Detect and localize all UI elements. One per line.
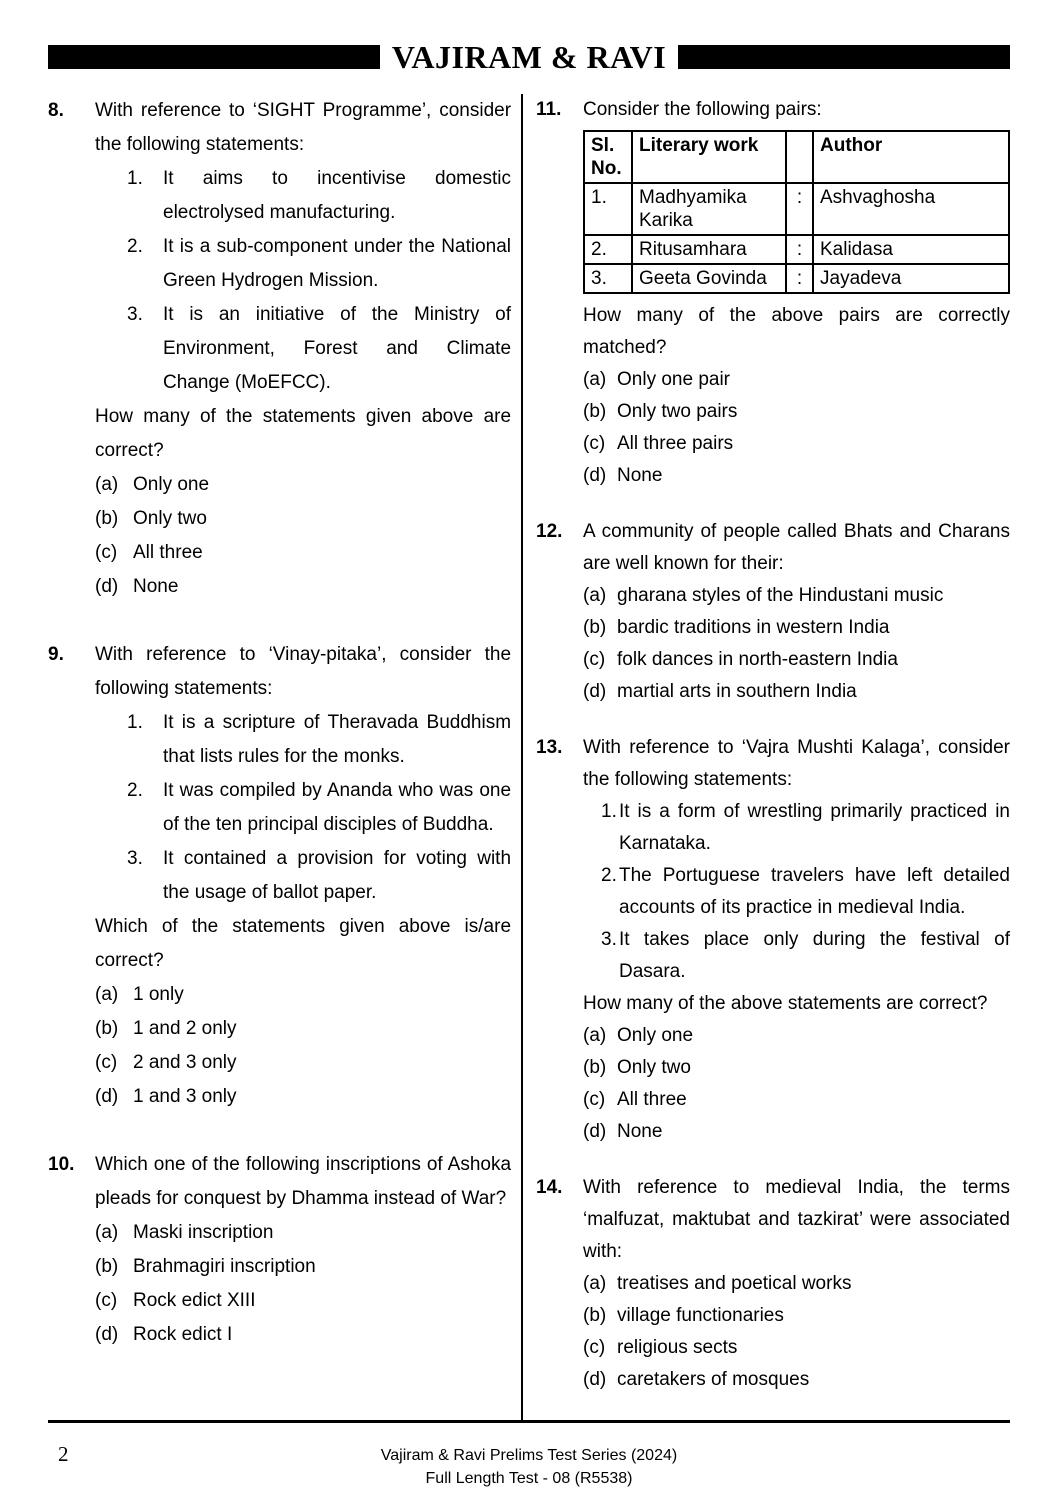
table-row [584, 235, 1009, 264]
table-cell: 3. [584, 264, 632, 293]
option-c [583, 428, 1010, 460]
statement-number: 3. [601, 929, 617, 950]
question-text: Consider the following pairs: [583, 99, 822, 120]
option-b [95, 502, 511, 536]
statement-text: It is a sub-component under the National Green Hydrogen Mission. [163, 236, 512, 291]
option-c [95, 536, 511, 570]
option-text: 1 only [133, 984, 184, 1005]
option-d [95, 1318, 511, 1352]
statement-text: It contained a provision for voting with the usage of ballot paper. [163, 848, 512, 903]
brand-title: VAJIRAM & RAVI [391, 39, 667, 75]
option-a [583, 1020, 1010, 1052]
statement-number: 1. [127, 712, 143, 733]
option-text: Only one [133, 474, 210, 495]
column-right [536, 94, 1010, 1422]
option-text: bardic traditions in western India [617, 617, 890, 638]
question-number: 10. [48, 1154, 75, 1175]
option-c [95, 1046, 511, 1080]
option-label: (b) [583, 1057, 607, 1078]
option-label: (d) [583, 1369, 607, 1390]
option-d [583, 676, 1010, 708]
question-14 [536, 1172, 1010, 1396]
option-text: 1 and 2 only [133, 1018, 237, 1039]
option-text: martial arts in southern India [617, 681, 857, 702]
question-11 [536, 94, 1010, 492]
option-text: treatises and poetical works [617, 1273, 852, 1294]
statement [583, 860, 1010, 924]
question-number: 11. [536, 99, 562, 120]
option-text: All three [617, 1089, 687, 1110]
option-text: Brahmagiri inscription [133, 1256, 316, 1277]
question-body [95, 1148, 511, 1352]
option-a [583, 364, 1010, 396]
option-c [583, 1332, 1010, 1364]
column-divider [521, 94, 523, 1422]
question-body [95, 638, 511, 1114]
option-text: Only two [133, 508, 207, 529]
statement [95, 162, 511, 230]
option-d [583, 1116, 1010, 1148]
question-number: 13. [536, 737, 563, 758]
option-label: (c) [583, 1337, 606, 1358]
question-8 [48, 94, 511, 604]
option-label: (a) [583, 585, 607, 606]
statement-number: 1. [601, 801, 617, 822]
option-c [583, 644, 1010, 676]
question-10 [48, 1148, 511, 1352]
question-body [583, 516, 1010, 708]
statement [95, 842, 511, 910]
option-label: (a) [95, 474, 119, 495]
pairs-table [583, 130, 1010, 294]
option-text: Maski inscription [133, 1222, 274, 1243]
table-cell: Madhyamika Karika [632, 183, 786, 235]
option-text: None [617, 465, 663, 486]
option-label: (b) [583, 401, 607, 422]
question-text: With reference to ‘Vinay-pitaka’, consider the following statements: [95, 644, 512, 699]
statement-text: The Portuguese travelers have left detailed accounts of its practice in medieval India. [619, 865, 1010, 918]
option-label: (b) [95, 1256, 119, 1277]
option-label: (c) [583, 433, 606, 454]
option-text: 2 and 3 only [133, 1052, 237, 1073]
option-text: village functionaries [617, 1305, 784, 1326]
question-number: 9. [48, 644, 64, 665]
option-b [583, 396, 1010, 428]
option-a [583, 1268, 1010, 1300]
question-number: 8. [48, 100, 64, 121]
table-header-cell: Sl. No. [584, 131, 632, 183]
question-post-text: How many of the above statements are correct? [583, 993, 988, 1014]
option-text: All three [133, 542, 203, 563]
option-label: (b) [95, 508, 119, 529]
question-text: With reference to medieval India, the terms ‘malfuzat, maktubat and tazkirat’ were associated with: [583, 1177, 1010, 1262]
option-text: gharana styles of the Hindustani music [617, 585, 944, 606]
option-label: (a) [95, 984, 119, 1005]
option-b [583, 612, 1010, 644]
option-text: None [617, 1121, 663, 1142]
table-cell: 2. [584, 235, 632, 264]
option-text: 1 and 3 only [133, 1086, 237, 1107]
question-body [583, 94, 1010, 492]
option-text: Only one pair [617, 369, 731, 390]
option-label: (b) [583, 617, 607, 638]
question-12 [536, 516, 1010, 708]
option-b [95, 1012, 511, 1046]
statement-number: 2. [127, 780, 143, 801]
question-13 [536, 732, 1010, 1148]
table-header-row [584, 131, 1009, 183]
option-label: (a) [95, 1222, 119, 1243]
option-d [95, 570, 511, 604]
header-bar-left [48, 45, 380, 69]
option-text: Only two pairs [617, 401, 738, 422]
option-text: religious sects [617, 1337, 738, 1358]
question-number: 12. [536, 521, 563, 542]
statement [583, 796, 1010, 860]
header-bar-right [678, 45, 1010, 69]
statement-number: 3. [127, 848, 143, 869]
question-text: A community of people called Bhats and Charans are well known for their: [583, 521, 1010, 574]
statement [95, 230, 511, 298]
footer-divider [48, 1420, 1010, 1423]
page-number: 2 [58, 1442, 69, 1466]
footer-text [0, 1444, 1058, 1490]
option-label: (c) [583, 649, 606, 670]
table-cell: Geeta Govinda [632, 264, 786, 293]
question-body [95, 94, 511, 604]
option-label: (d) [95, 576, 119, 597]
option-a [583, 580, 1010, 612]
option-label: (d) [583, 681, 607, 702]
table-header-cell: Literary work [632, 131, 786, 183]
option-label: (d) [583, 465, 607, 486]
option-label: (d) [583, 1121, 607, 1142]
option-label: (a) [583, 369, 607, 390]
table-row [584, 264, 1009, 293]
option-a [95, 468, 511, 502]
question-9 [48, 638, 511, 1114]
table-cell: : [786, 264, 813, 293]
footer-line1: Vajiram & Ravi Prelims Test Series (2024) [380, 1447, 678, 1464]
table-cell: : [786, 183, 813, 235]
table-cell: 1. [584, 183, 632, 235]
option-label: (c) [95, 542, 118, 563]
question-text: With reference to ‘SIGHT Programme’, consider the following statements: [95, 100, 512, 155]
statement-number: 3. [127, 304, 143, 325]
option-c [95, 1284, 511, 1318]
option-b [583, 1052, 1010, 1084]
option-text: Rock edict I [133, 1324, 233, 1345]
option-b [583, 1300, 1010, 1332]
statement-text: It is an initiative of the Ministry of Environment, Forest and Climate Change (MoEFCC). [163, 304, 512, 393]
statement-number: 2. [127, 236, 143, 257]
option-c [583, 1084, 1010, 1116]
option-label: (c) [95, 1052, 118, 1073]
statement [583, 924, 1010, 988]
statement [95, 298, 511, 400]
option-text: All three pairs [617, 433, 734, 454]
table-cell: Jayadeva [813, 264, 1009, 293]
table-header-cell: Author [813, 131, 1009, 183]
option-label: (b) [95, 1018, 119, 1039]
table-cell: : [786, 235, 813, 264]
content-columns [0, 94, 1058, 1422]
footer-line2: Full Length Test - 08 (R5538) [425, 1470, 633, 1487]
option-b [95, 1250, 511, 1284]
question-text: With reference to ‘Vajra Mushti Kalaga’, consider the following statements: [583, 737, 1010, 790]
option-text: folk dances in north-eastern India [617, 649, 898, 670]
option-label: (c) [583, 1089, 606, 1110]
statement-text: It is a scripture of Theravada Buddhism that lists rules for the monks. [163, 712, 512, 767]
statement-text: It takes place only during the festival of Dasara. [619, 929, 1010, 982]
statement-text: It aims to incentivise domestic electrolysed manufacturing. [163, 168, 512, 223]
option-label: (d) [95, 1324, 119, 1345]
option-label: (d) [95, 1086, 119, 1107]
option-text: Rock edict XIII [133, 1290, 256, 1311]
option-text: Only two [617, 1057, 691, 1078]
option-text: caretakers of mosques [617, 1369, 810, 1390]
option-d [583, 460, 1010, 492]
option-a [95, 978, 511, 1012]
option-label: (a) [583, 1025, 607, 1046]
question-text: Which one of the following inscriptions of Ashoka pleads for conquest by Dhamma instead of War? [95, 1154, 512, 1209]
table-cell: Kalidasa [813, 235, 1009, 264]
table-row [584, 183, 1009, 235]
statement [95, 774, 511, 842]
option-label: (c) [95, 1290, 118, 1311]
option-text: Only one [617, 1025, 694, 1046]
option-d [583, 1364, 1010, 1396]
statement-number: 1. [127, 168, 143, 189]
question-body [583, 732, 1010, 1148]
option-label: (b) [583, 1305, 607, 1326]
statement-text: It was compiled by Ananda who was one of the ten principal disciples of Buddha. [163, 780, 512, 835]
question-number: 14. [536, 1177, 563, 1198]
option-text: None [133, 576, 179, 597]
statement [95, 706, 511, 774]
table-header-cell [786, 131, 813, 183]
question-post-text: Which of the statements given above is/are correct? [95, 916, 512, 971]
question-post-text: How many of the above pairs are correctly matched? [583, 305, 1010, 358]
question-body [583, 1172, 1010, 1396]
column-left [48, 94, 511, 1422]
table-cell: Ritusamhara [632, 235, 786, 264]
option-d [95, 1080, 511, 1114]
option-a [95, 1216, 511, 1250]
page-header [0, 0, 1058, 75]
statement-text: It is a form of wrestling primarily practiced in Karnataka. [619, 801, 1010, 854]
table-cell: Ashvaghosha [813, 183, 1009, 235]
option-label: (a) [583, 1273, 607, 1294]
statement-number: 2. [601, 865, 617, 886]
question-post-text: How many of the statements given above are correct? [95, 406, 512, 461]
